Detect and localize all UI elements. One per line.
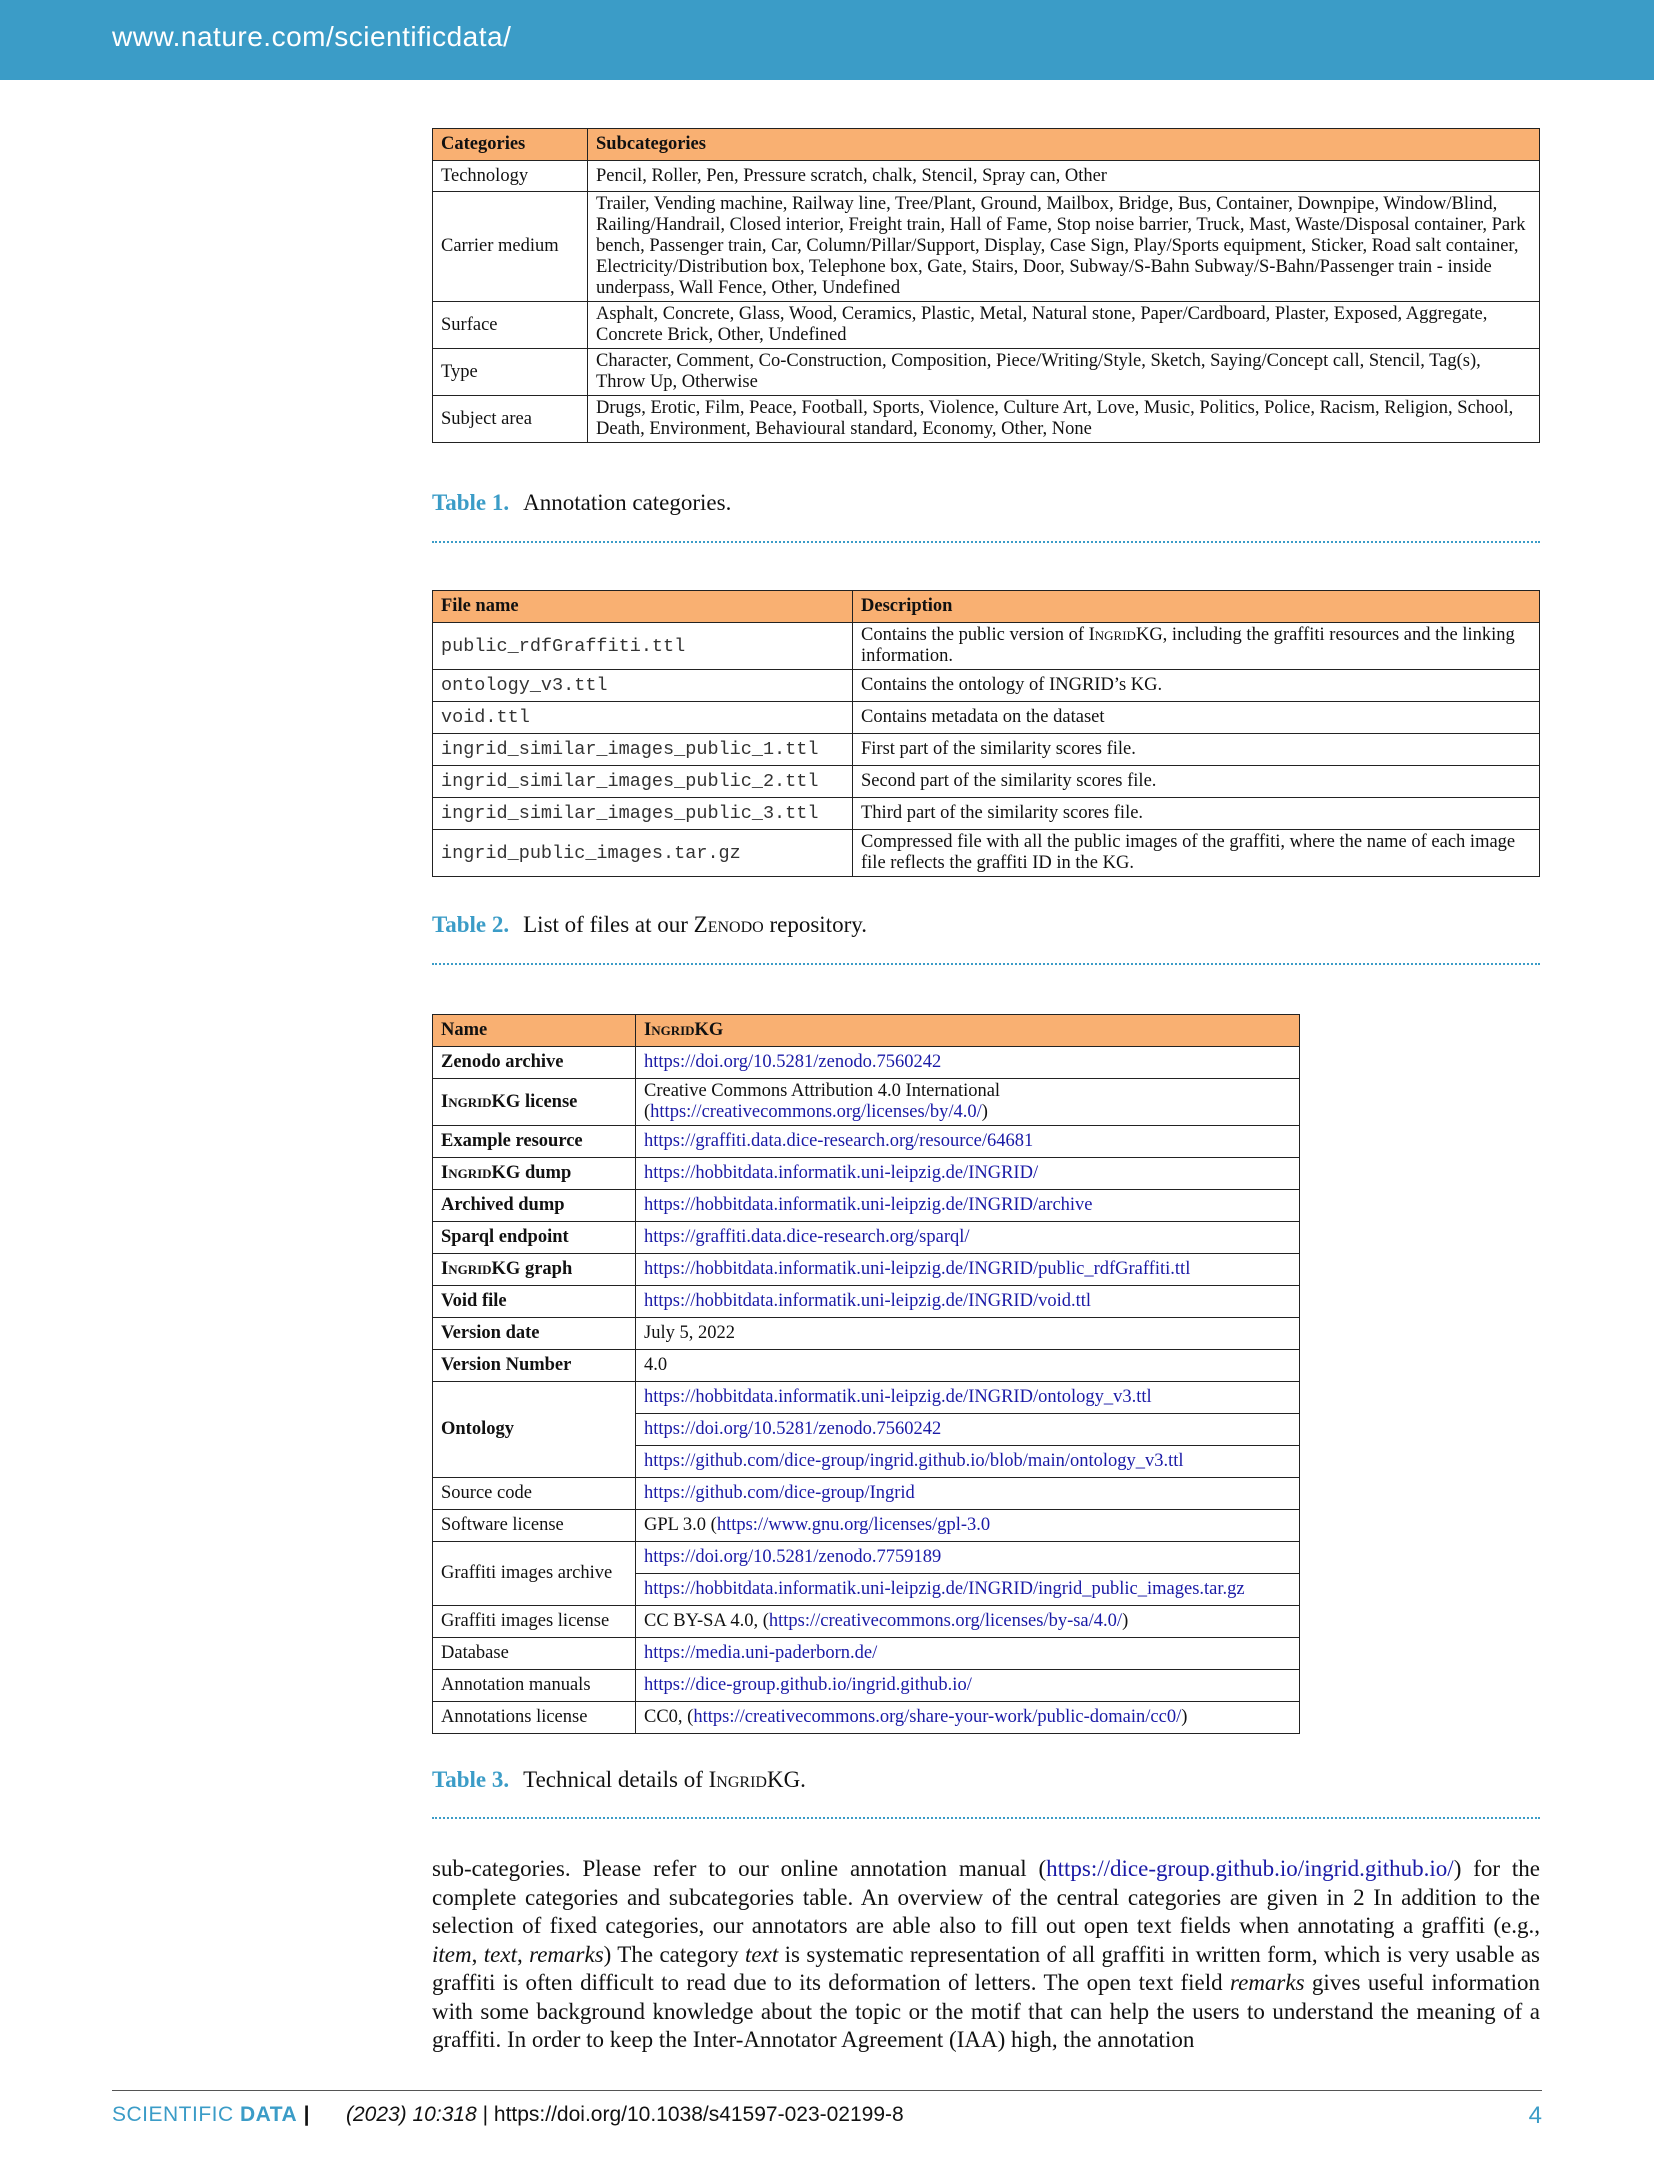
subcategory-cell: Trailer, Vending machine, Railway line, Tree/Plant, Ground, Mailbox, Bridge, Bus, Container, Downpipe, Window/Blind, Railing/Handrail, Closed interior, Freight train, Hall of Fame, Stop noise barrier, Truck, Mast, Waste/Disposal container, Park bench, Passenger train, Car, Column/Pillar/Support, Display, Case Sign, Play/Sports equipment, Sticker, Road salt container, Electricity/Distribution box, Telephone box, Gate, Stairs, Door, Subway/S-Bahn Subway/S-Bahn/Passenger train - inside underpass, Wall Fence, Other, Undefined (588, 192, 1540, 302)
col-header: IngridKG (636, 1015, 1300, 1047)
body-paragraph (432, 1855, 1540, 2055)
file-name-cell: ingrid_similar_images_public_3.ttl (433, 798, 853, 830)
col-header: File name (433, 591, 853, 623)
emphasis: remarks (529, 1941, 604, 1967)
file-name-cell: ingrid_similar_images_public_1.ttl (433, 734, 853, 766)
zenodo-archive-link[interactable]: https://doi.org/10.5281/zenodo.7560242 (644, 1052, 942, 1072)
table-row (433, 766, 1540, 798)
body-text: gives useful information with some background knowledge about the topic or the motif that can help the users to understand the meaning of a graffiti. In order to keep the Inter-Annotator Agreement (IAA) high, the annotation (432, 1970, 1540, 2052)
cc-by-sa-link[interactable]: https://creativecommons.org/licenses/by-sa/4.0/ (768, 1611, 1123, 1631)
detail-value (636, 1574, 1300, 1606)
detail-key: Graffiti images license (433, 1606, 636, 1638)
technical-details-table (432, 1014, 1300, 1734)
table-row (433, 161, 1540, 192)
example-resource-link[interactable]: https://graffiti.data.dice-research.org/resource/64681 (644, 1131, 1034, 1151)
detail-value: 4.0 (636, 1350, 1300, 1382)
detail-value (636, 1638, 1300, 1670)
images-license-close: ) (1122, 1611, 1129, 1631)
caption-label: Table 3. (432, 1767, 510, 1792)
table-header-row (433, 591, 1540, 623)
detail-key: Void file (433, 1286, 636, 1318)
dotted-divider (432, 963, 1540, 965)
file-description-cell: Contains the public version of IngridKG, including the graffiti resources and the linking information. (853, 623, 1540, 670)
table-row (433, 1222, 1300, 1254)
detail-key: Example resource (433, 1126, 636, 1158)
table-row (433, 349, 1540, 396)
detail-key: Annotation manuals (433, 1670, 636, 1702)
detail-value: July 5, 2022 (636, 1318, 1300, 1350)
table-row (433, 396, 1540, 443)
table-header-row (433, 129, 1540, 161)
file-description-cell: Contains metadata on the dataset (853, 702, 1540, 734)
dotted-divider (432, 541, 1540, 543)
sparql-endpoint-link[interactable]: https://graffiti.data.dice-research.org/sparql/ (644, 1227, 970, 1247)
table1-caption (432, 490, 731, 516)
source-code-link[interactable]: https://github.com/dice-group/Ingrid (644, 1483, 915, 1503)
detail-key: Graffiti images archive (433, 1542, 636, 1606)
ontology-link-1[interactable]: https://hobbitdata.informatik.uni-leipzig.de/INGRID/ontology_v3.ttl (644, 1387, 1152, 1407)
file-name-cell: void.ttl (433, 702, 853, 734)
subcategory-cell: Character, Comment, Co-Construction, Composition, Piece/Writing/Style, Sketch, Saying/Concept call, Stencil, Tag(s), Throw Up, Otherwise (588, 349, 1540, 396)
images-archive-link-2[interactable]: https://hobbitdata.informatik.uni-leipzig.de/INGRID/ingrid_public_images.tar.gz (644, 1579, 1245, 1599)
subcategory-cell: Drugs, Erotic, Film, Peace, Football, Sports, Violence, Culture Art, Love, Music, Politics, Police, Racism, Religion, School, Death, Environment, Behavioural standard, Economy, Other, None (588, 396, 1540, 443)
emphasis: item (432, 1941, 472, 1967)
detail-value (636, 1510, 1300, 1542)
body-text: is systematic representation of all graffiti in written form, which is very usable as graffiti is often difficult to read due to its deformation of letters. The open text field (432, 1941, 1541, 1995)
table-row (433, 1047, 1300, 1079)
ontology-link-3[interactable]: https://github.com/dice-group/ingrid.github.io/blob/main/ontology_v3.ttl (644, 1451, 1184, 1471)
table-row (433, 670, 1540, 702)
col-header: Description (853, 591, 1540, 623)
file-name-cell: ontology_v3.ttl (433, 670, 853, 702)
detail-value (636, 1414, 1300, 1446)
file-description-cell: Contains the ontology of INGRID’s KG. (853, 670, 1540, 702)
table3-caption (432, 1767, 806, 1793)
caption-text: Annotation categories. (523, 490, 732, 515)
detail-key: Software license (433, 1510, 636, 1542)
journal-name-a: SCIENTIFIC (112, 2103, 234, 2126)
category-cell: Technology (433, 161, 588, 192)
category-cell: Surface (433, 302, 588, 349)
file-name-cell: ingrid_public_images.tar.gz (433, 830, 853, 877)
license-text: Creative Commons Attribution 4.0 International ( (644, 1081, 1001, 1122)
table-row (433, 1126, 1300, 1158)
annotation-manual-link[interactable]: https://dice-group.github.io/ingrid.github.io/ (1046, 1856, 1454, 1881)
file-name-cell: public_rdfGraffiti.ttl (433, 623, 853, 670)
detail-key: Version date (433, 1318, 636, 1350)
detail-value (636, 1190, 1300, 1222)
footer-divider (112, 2090, 1542, 2091)
journal-header-bar (0, 0, 1654, 80)
caption-ingridkg: IngridKG. (708, 1767, 806, 1792)
journal-url[interactable]: www.nature.com/scientificdata/ (112, 21, 512, 52)
table-header-row (433, 1015, 1300, 1047)
file-description-cell: Compressed file with all the public images of the graffiti, where the name of each image file reflects the graffiti ID in the KG. (853, 830, 1540, 877)
detail-key: Annotations license (433, 1702, 636, 1734)
table-row (433, 1702, 1300, 1734)
detail-key: Zenodo archive (433, 1047, 636, 1079)
detail-value (636, 1542, 1300, 1574)
cc0-link[interactable]: https://creativecommons.org/share-your-work/public-domain/cc0/ (693, 1707, 1182, 1727)
emphasis: text (483, 1941, 517, 1967)
table-row (433, 1638, 1300, 1670)
detail-key: Sparql endpoint (433, 1222, 636, 1254)
file-description-cell: First part of the similarity scores file. (853, 734, 1540, 766)
table-row (433, 798, 1540, 830)
table-row (433, 830, 1540, 877)
file-description-cell: Second part of the similarity scores file. (853, 766, 1540, 798)
body-text: ) for the complete categories and subcategories table. An overview of the central categories are given in 2 In addition to the selection of fixed categories, our annotators are able also to fill out open text fields when annotating a graffiti (e.g., (432, 1856, 1541, 1938)
void-file-link[interactable]: https://hobbitdata.informatik.uni-leipzig.de/INGRID/void.ttl (644, 1291, 1092, 1311)
software-license-text: GPL 3.0 ( (644, 1515, 717, 1535)
caption-text-end: repository. (769, 912, 867, 937)
table-row (433, 1606, 1300, 1638)
detail-value (636, 1158, 1300, 1190)
detail-key: Source code (433, 1478, 636, 1510)
table-row (433, 1318, 1300, 1350)
category-cell: Carrier medium (433, 192, 588, 302)
file-list-table (432, 590, 1540, 877)
table-row (433, 1510, 1300, 1542)
table-row (433, 1079, 1300, 1126)
category-cell: Type (433, 349, 588, 396)
journal-name-b: DATA (240, 2103, 298, 2126)
graph-link[interactable]: https://hobbitdata.informatik.uni-leipzig.de/INGRID/public_rdfGraffiti.ttl (644, 1259, 1191, 1279)
table-row (433, 1190, 1300, 1222)
table-row (433, 1478, 1300, 1510)
body-text: ) The category (603, 1941, 746, 1967)
table2-caption (432, 912, 867, 938)
license-close: ) (981, 1102, 988, 1122)
caption-zenodo: Zenodo (693, 912, 764, 937)
subcategory-cell: Pencil, Roller, Pen, Pressure scratch, chalk, Stencil, Spray can, Other (588, 161, 1540, 192)
annotation-manuals-link[interactable]: https://dice-group.github.io/ingrid.github.io/ (644, 1675, 972, 1695)
col-header: Subcategories (588, 129, 1540, 161)
table-row (433, 1670, 1300, 1702)
detail-key: Database (433, 1638, 636, 1670)
detail-key: Archived dump (433, 1190, 636, 1222)
detail-value (636, 1286, 1300, 1318)
annotations-license-text: CC0, ( (644, 1707, 694, 1727)
detail-value (636, 1079, 1300, 1126)
cc-by-license-link[interactable]: https://creativecommons.org/licenses/by/4.0/ (650, 1102, 982, 1122)
images-license-text: CC BY-SA 4.0, ( (644, 1611, 769, 1631)
table-row (433, 1286, 1300, 1318)
table-row (433, 1542, 1300, 1574)
table-row (433, 734, 1540, 766)
detail-value (636, 1126, 1300, 1158)
detail-value (636, 1446, 1300, 1478)
caption-text: Technical details of (523, 1767, 703, 1792)
gpl-license-link[interactable]: https://www.gnu.org/licenses/gpl-3.0 (716, 1515, 991, 1535)
detail-value (636, 1606, 1300, 1638)
annotation-categories-table (432, 128, 1540, 443)
table-row (433, 1382, 1300, 1414)
page-number: 4 (1528, 2102, 1542, 2129)
detail-value (636, 1222, 1300, 1254)
caption-label: Table 1. (432, 490, 510, 515)
table-row (433, 1350, 1300, 1382)
body-text: , (516, 1941, 530, 1967)
body-text: , (471, 1941, 484, 1967)
subcategory-cell: Asphalt, Concrete, Glass, Wood, Ceramics, Plastic, Metal, Natural stone, Paper/Cardboard, Plaster, Exposed, Aggregate, Concrete Brick, Other, Undefined (588, 302, 1540, 349)
dump-link[interactable]: https://hobbitdata.informatik.uni-leipzig.de/INGRID/ (644, 1163, 1039, 1183)
table-row (433, 702, 1540, 734)
emphasis: text (745, 1941, 779, 1967)
footer-separator: | (303, 2103, 310, 2126)
col-header: Categories (433, 129, 588, 161)
table-row (433, 623, 1540, 670)
database-link[interactable]: https://media.uni-paderborn.de/ (644, 1643, 878, 1663)
detail-key: Version Number (433, 1350, 636, 1382)
detail-value (636, 1670, 1300, 1702)
detail-value (636, 1254, 1300, 1286)
caption-text: List of files at our (523, 912, 688, 937)
detail-value (636, 1047, 1300, 1079)
col-header: Name (433, 1015, 636, 1047)
caption-label: Table 2. (432, 912, 510, 937)
journal-name (112, 2103, 310, 2126)
table-row (433, 302, 1540, 349)
detail-key: IngridKG license (433, 1079, 636, 1126)
file-name-cell: ingrid_similar_images_public_2.ttl (433, 766, 853, 798)
detail-value (636, 1478, 1300, 1510)
emphasis: remarks (1230, 1970, 1305, 1995)
annotations-license-close: ) (1181, 1707, 1188, 1727)
file-description-cell: Third part of the similarity scores file. (853, 798, 1540, 830)
detail-key: IngridKG dump (433, 1158, 636, 1190)
detail-value (636, 1702, 1300, 1734)
ontology-link-2[interactable]: https://doi.org/10.5281/zenodo.7560242 (644, 1419, 942, 1439)
detail-key: IngridKG graph (433, 1254, 636, 1286)
table-row (433, 1158, 1300, 1190)
table-row (433, 1254, 1300, 1286)
citation: (2023) 10:318 (345, 2103, 477, 2126)
detail-value (636, 1382, 1300, 1414)
body-text: sub-categories. Please refer to our online annotation manual ( (432, 1856, 1047, 1881)
archived-dump-link[interactable]: https://hobbitdata.informatik.uni-leipzig.de/INGRID/archive (644, 1195, 1093, 1215)
category-cell: Subject area (433, 396, 588, 443)
images-archive-link-1[interactable]: https://doi.org/10.5281/zenodo.7759189 (644, 1547, 942, 1567)
page-footer (112, 2103, 904, 2127)
detail-key: Ontology (433, 1382, 636, 1478)
dotted-divider (432, 1817, 1540, 1819)
doi-link[interactable]: | https://doi.org/10.1038/s41597-023-02199-8 (482, 2103, 904, 2126)
table-row (433, 192, 1540, 302)
